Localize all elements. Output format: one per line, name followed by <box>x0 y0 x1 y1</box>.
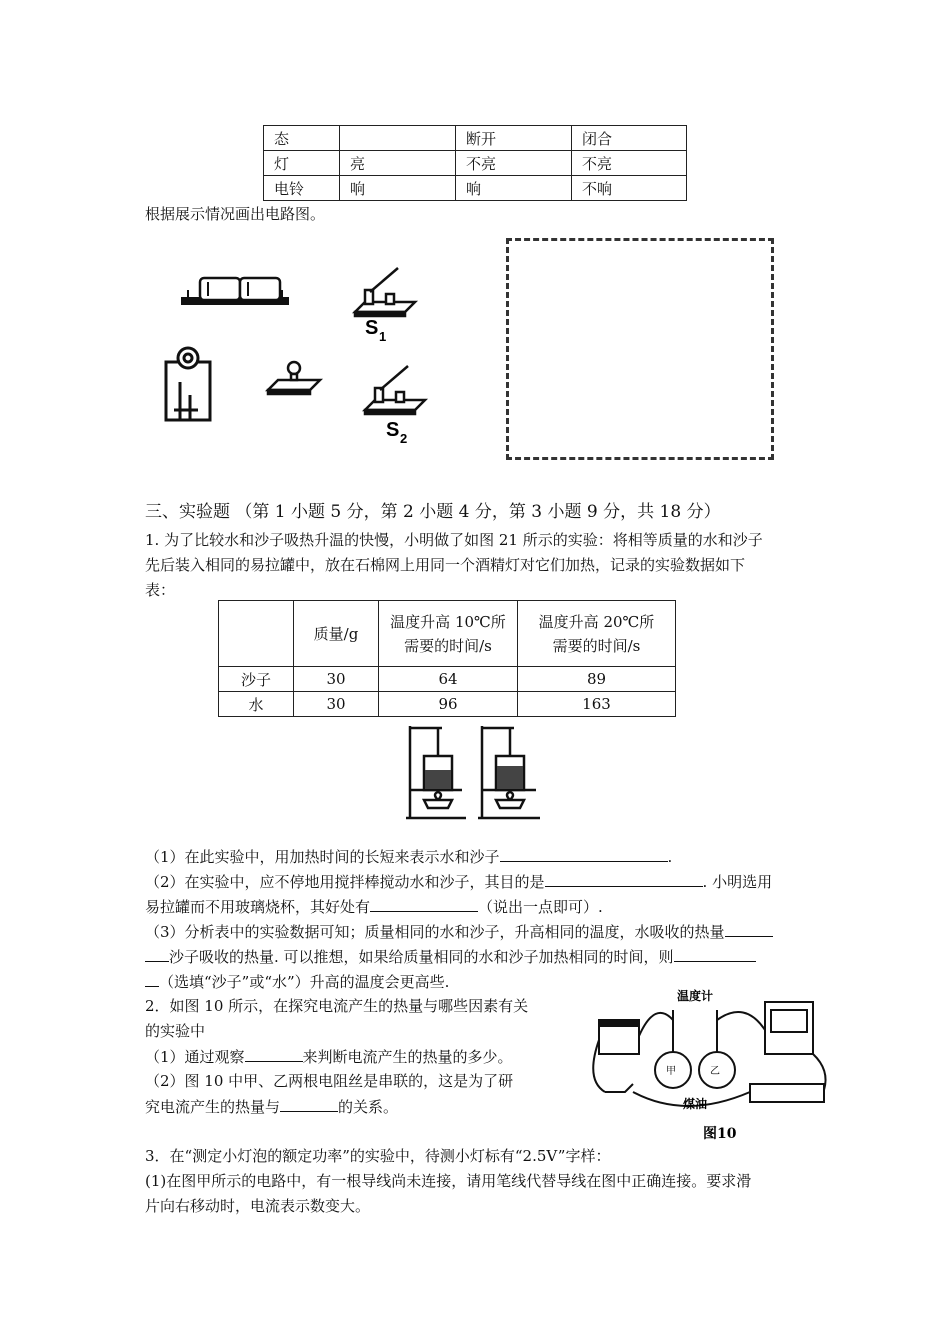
oil-label: 煤油 <box>683 1097 708 1111</box>
q2-sub1-text: （1）通过观察 <box>145 1048 245 1066</box>
q2-sub1-end: 来判断电流产生的热量的多少。 <box>302 1048 513 1066</box>
answer-blank[interactable] <box>145 945 169 962</box>
answer-blank[interactable] <box>725 920 773 937</box>
switch-s2-icon <box>365 366 425 414</box>
table-cell: 断开 <box>456 126 572 151</box>
table-header-cell <box>518 601 676 667</box>
instruction-text: 根据展示情况画出电路图。 <box>145 205 326 223</box>
q1-sub1 <box>145 845 672 868</box>
table-cell: 水 <box>219 692 294 717</box>
table-row <box>264 176 687 201</box>
q1-sub3-line1 <box>145 920 773 943</box>
answer-blank[interactable] <box>370 895 478 912</box>
table-row <box>264 151 687 176</box>
q1-sub1-end: . <box>667 848 673 866</box>
switch-s1-subscript: 1 <box>379 329 387 344</box>
q1-sub1-text: （1）在此实验中，用加热时间的长短来表示水和沙子 <box>145 848 500 866</box>
table-row <box>264 126 687 151</box>
answer-blank[interactable] <box>145 970 159 987</box>
switch-s1-icon <box>355 268 415 316</box>
q1-sub2-text-c: 易拉罐而不用玻璃烧杯，其好处有 <box>145 898 371 916</box>
table-cell: 30 <box>294 692 379 717</box>
experiment-data-table <box>218 600 676 717</box>
q2-sub2-line2 <box>145 1095 398 1118</box>
q2-sub2-end: 的关系。 <box>338 1098 399 1116</box>
thermometer-label: 温度计 <box>677 989 714 1003</box>
switch-icon <box>605 1084 633 1092</box>
q2-sub2-line1: （2）图 10 中甲、乙两根电阻丝是串联的，这是为了研 <box>145 1072 514 1090</box>
table-cell: 响 <box>340 176 456 201</box>
table-cell: 亮 <box>340 151 456 176</box>
wire <box>717 1012 765 1030</box>
q1-sub3-text-c: （选填“沙子”或“水”）升高的温度会更高些. <box>159 973 450 991</box>
table-cell: 96 <box>379 692 518 717</box>
table-cell: 闭合 <box>572 126 687 151</box>
header-text-line: 温度升高 20℃所 <box>538 612 655 631</box>
battery-pack-icon <box>182 278 288 304</box>
q2-sub2-text: 究电流产生的热量与 <box>145 1098 281 1116</box>
table-cell: 不响 <box>572 176 687 201</box>
answer-blank[interactable] <box>245 1045 303 1062</box>
q1-sub2-line1 <box>145 870 772 893</box>
table-header-cell <box>379 601 518 667</box>
q2-line2: 的实验中 <box>145 1022 206 1040</box>
apparatus-right-icon <box>478 726 540 818</box>
drawing-area-box[interactable] <box>506 238 774 460</box>
q1-sub3-text-b: 沙子吸收的热量. 可以推想，如果给质量相同的水和沙子加热相同的时间，则 <box>169 948 674 966</box>
table-cell: 30 <box>294 667 379 692</box>
table-cell: 沙子 <box>219 667 294 692</box>
answer-blank[interactable] <box>545 870 703 887</box>
table-cell: 态 <box>264 126 340 151</box>
header-text-line: 温度升高 10℃所 <box>390 612 506 631</box>
apparatus-left-icon <box>406 726 466 818</box>
q3-line2: (1)在图甲所示的电路中，有一根导线尚未连接，请用笔线代替导线在图中正确连接。要求滑 <box>145 1172 752 1190</box>
switch-s2-subscript: 2 <box>400 431 408 446</box>
table-cell <box>340 126 456 151</box>
meter-dial-icon <box>771 1010 807 1032</box>
circuit-components-figure <box>160 250 440 460</box>
table-cell: 响 <box>456 176 572 201</box>
q1-sub3-line3 <box>145 970 449 993</box>
table-cell: 不亮 <box>456 151 572 176</box>
table-cell: 89 <box>518 667 676 692</box>
q3-line1: 3．在“测定小灯泡的额定功率”的实验中，待测小灯标有“2.5V”字样： <box>145 1147 611 1165</box>
table-cell: 不亮 <box>572 151 687 176</box>
answer-blank[interactable] <box>500 845 668 862</box>
q3-line3: 片向右移动时，电流表示数变大。 <box>145 1197 371 1215</box>
figure-caption: 图10 <box>703 1126 737 1142</box>
electric-bell-icon <box>166 348 210 420</box>
header-text-line: 需要的时间/s <box>404 636 492 655</box>
flask-yi-label: 乙 <box>710 1066 720 1077</box>
q1-sub3-text: （3）分析表中的实验数据可知；质量相同的水和沙子，升高相同的温度，水吸收的热量 <box>145 923 725 941</box>
q1-intro-line: 表： <box>145 581 176 599</box>
heating-apparatus-figure <box>402 722 552 822</box>
table-cell: 电铃 <box>264 176 340 201</box>
section-heading: 三、实验题 （第 1 小题 5 分，第 2 小题 4 分，第 3 小题 9 分，共 18 分） <box>145 502 721 522</box>
switch-s2-label: S <box>386 419 400 441</box>
flask-jia-label: 甲 <box>666 1066 676 1077</box>
rheostat-icon <box>750 1084 824 1102</box>
table-cell: 163 <box>518 692 676 717</box>
q1-intro-line: 先后装入相同的易拉罐中，放在石棉网上用同一个酒精灯对它们加热，记录的实验数据如下 <box>145 556 746 574</box>
table-header-row <box>219 601 676 667</box>
q1-sub3-line2 <box>145 945 756 968</box>
table-header-cell <box>219 601 294 667</box>
table-row <box>219 667 676 692</box>
answer-blank[interactable] <box>280 1095 338 1112</box>
wire <box>639 1013 673 1036</box>
q1-intro-line: 1. 为了比较水和沙子吸热升温的快慢，小明做了如图 21 所示的实验：将相等质量的水和沙子 <box>145 531 763 549</box>
state-table <box>263 125 687 201</box>
header-text-line: 需要的时间/s <box>552 636 641 655</box>
answer-blank[interactable] <box>674 945 756 962</box>
q1-sub2-text-b: . 小明选用 <box>702 873 773 891</box>
table-header-cell: 质量/g <box>294 601 379 667</box>
switch-s1-label: S <box>365 317 379 339</box>
battery-top-icon <box>599 1020 639 1026</box>
q2-line1: 2．如图 10 所示，在探究电流产生的热量与哪些因素有关 <box>145 997 529 1015</box>
table-cell: 灯 <box>264 151 340 176</box>
q1-sub2-line2 <box>145 895 603 918</box>
q2-sub1 <box>145 1045 513 1068</box>
figure-10-circuit <box>585 980 835 1145</box>
table-cell: 64 <box>379 667 518 692</box>
bulb-icon <box>268 362 320 394</box>
q1-sub2-text-d: （说出一点即可）. <box>478 898 603 916</box>
table-row <box>219 692 676 717</box>
q1-sub2-text: （2）在实验中，应不停地用搅拌棒搅动水和沙子，其目的是 <box>145 873 545 891</box>
